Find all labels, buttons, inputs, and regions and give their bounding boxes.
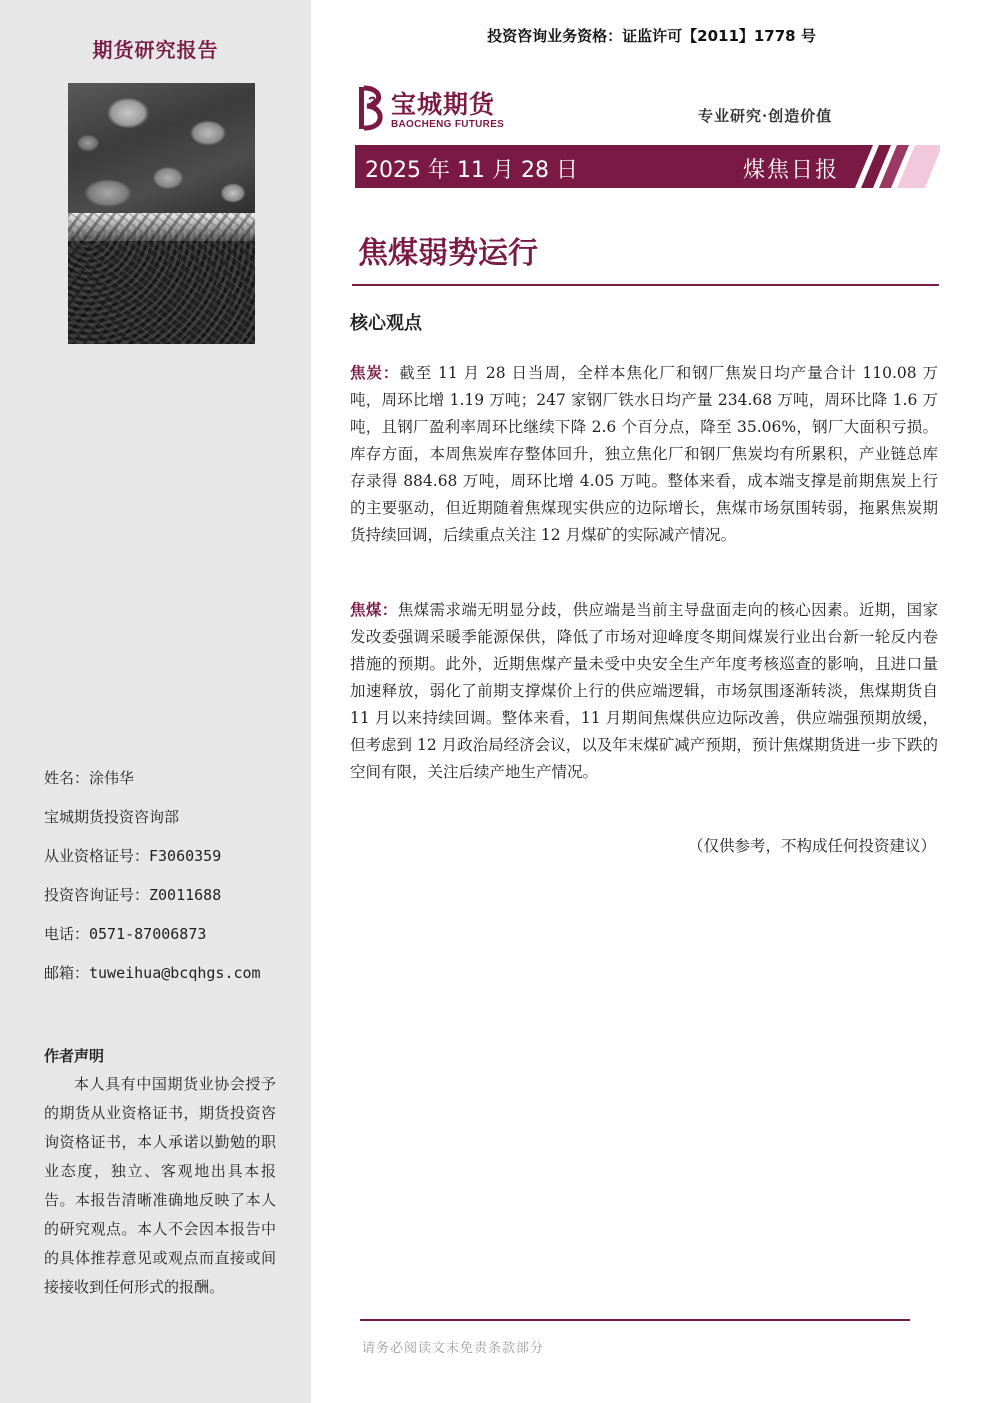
footer-note: 请务必阅读文末免责条款部分 [362, 1341, 545, 1356]
paragraph-text: 焦煤需求端无明显分歧，供应端是当前主导盘面走向的核心因素。近期，国家发改委强调采暖季能源保供，降低了市场对迎峰度冬期间煤炭行业出台新一轮反内卷措施的预期。此外，近期焦煤产量未受中央安全生产年度考核巡查的影响，且进口量加速释放，弱化了前期支撑煤价上行的供应端逻辑，市场氛围逐渐转淡，焦煤期货自 11 月以来持续回调。整体来看，11 月期间焦煤供应边际改善，供应端强预期放缓，但考虑到 12 月政治局经济会议，以及年末煤矿减产预期，预计焦煤期货进一步下跌的空间有限，关注后续产地生产情况。 [350, 601, 938, 781]
page-title: 焦煤弱势运行 [358, 236, 538, 271]
report-date: 2025 年 11 月 28 日 [365, 158, 578, 183]
section-title: 核心观点 [350, 313, 422, 334]
coal-photo-top [68, 83, 255, 213]
author-email[interactable]: 邮箱：tuweihua@bcqhgs.com [44, 964, 261, 982]
license-line: 投资咨询业务资格：证监许可【2011】1778 号 [487, 27, 816, 45]
paragraph-label: 焦炭： [350, 363, 400, 382]
author-name: 姓名：涂伟华 [44, 769, 135, 787]
company-logo [357, 85, 527, 135]
declaration-body: 本人具有中国期货业协会授予的期货从业资格证书，期货投资咨询资格证书，本人承诺以勤勉的职业态度，独立、客观地出具本报告。本报告清晰准确地反映了本人的研究观点。本人不会因本报告中的具体推荐意见或观点而直接或间接接收到任何形式的报酬。 [44, 1075, 276, 1296]
paragraph-label: 焦煤： [350, 600, 398, 619]
sidebar-title: 期货研究报告 [92, 38, 219, 62]
paragraph-text: 截至 11 月 28 日当周，全样本焦化厂和钢厂焦炭日均产量合计 110.08 万吨，周环比增 1.19 万吨；247 家钢厂铁水日均产量 234.68 万吨，周环比降 1.6 万吨，且钢厂盈利率周环比继续下降 2.6 个百分点，降至 35.06%，钢厂大面积亏损。库存方面，本周焦炭库存整体回升，独立焦化厂和钢厂焦炭均有所累积，产业链总库存录得 884.68 万吨，周环比增 4.05 万吨。整体来看，成本端支撑是前期焦炭上行的主要驱动，但近期随着焦煤现实供应的边际增长，焦煤市场氛围转弱，拖累焦炭期货持续回调，后续重点关注 12 月煤矿的实际减产情况。 [350, 364, 938, 544]
slogan: 专业研究·创造价值 [698, 107, 833, 125]
paragraph-coking-coal [350, 596, 938, 786]
coal-photo-bottom [68, 213, 255, 344]
sidebar [0, 0, 311, 1403]
logo-text-en: BAOCHENG FUTURES [391, 119, 505, 130]
author-department: 宝城期货投资咨询部 [44, 808, 180, 826]
author-phone: 电话：0571-87006873 [44, 925, 207, 943]
author-qualification: 从业资格证号：F3060359 [44, 847, 222, 865]
author-consulting-id: 投资咨询证号：Z0011688 [44, 886, 222, 904]
disclaimer: （仅供参考，不构成任何投资建议） [687, 837, 936, 855]
report-type: 煤焦日报 [743, 158, 840, 183]
date-banner [355, 145, 940, 188]
logo-mark-icon [357, 85, 387, 131]
declaration-title: 作者声明 [44, 1047, 105, 1065]
logo-text-cn: 宝城期货 [391, 90, 496, 119]
title-divider [352, 284, 939, 286]
footer-divider [360, 1319, 910, 1321]
paragraph-coke [350, 359, 938, 549]
